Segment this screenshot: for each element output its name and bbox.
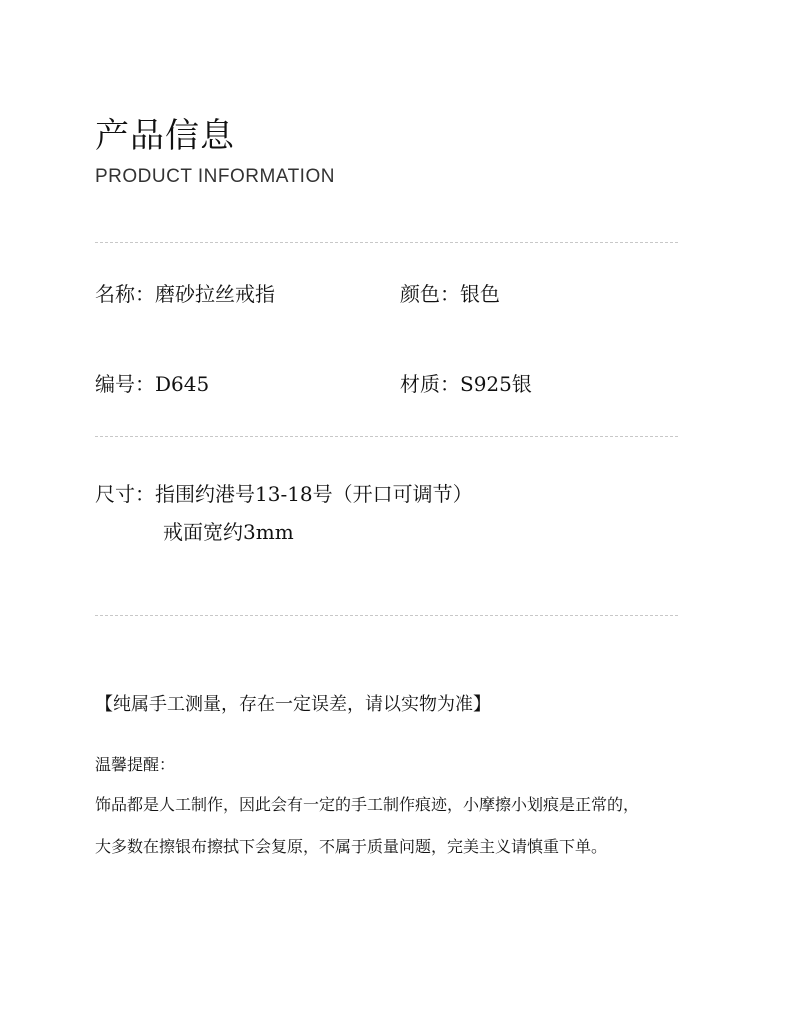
- product-size: 尺寸：指围约港号13-18号（开口可调节）: [95, 482, 473, 506]
- page-title: 产品信息: [95, 116, 235, 156]
- product-size-width: 戒面宽约3mm: [163, 520, 294, 544]
- divider-2: [95, 436, 678, 437]
- product-color: 颜色：银色: [400, 282, 500, 306]
- product-code: 编号：D645: [95, 372, 210, 396]
- divider-3: [95, 615, 678, 616]
- measurement-notice: 【纯属手工测量，存在一定误差，请以实物为准】: [95, 694, 491, 715]
- page-subtitle: PRODUCT INFORMATION: [95, 166, 335, 187]
- tips-line-1: 饰品都是人工制作，因此会有一定的手工制作痕迹，小摩擦小划痕是正常的，: [95, 795, 640, 814]
- tips-title: 温馨提醒：: [95, 755, 176, 774]
- divider-1: [95, 242, 678, 243]
- product-material: 材质：S925银: [400, 372, 532, 396]
- tips-line-2: 大多数在擦银布擦拭下会复原，不属于质量问题，完美主义请慎重下单。: [95, 837, 608, 856]
- product-name: 名称：磨砂拉丝戒指: [95, 282, 275, 306]
